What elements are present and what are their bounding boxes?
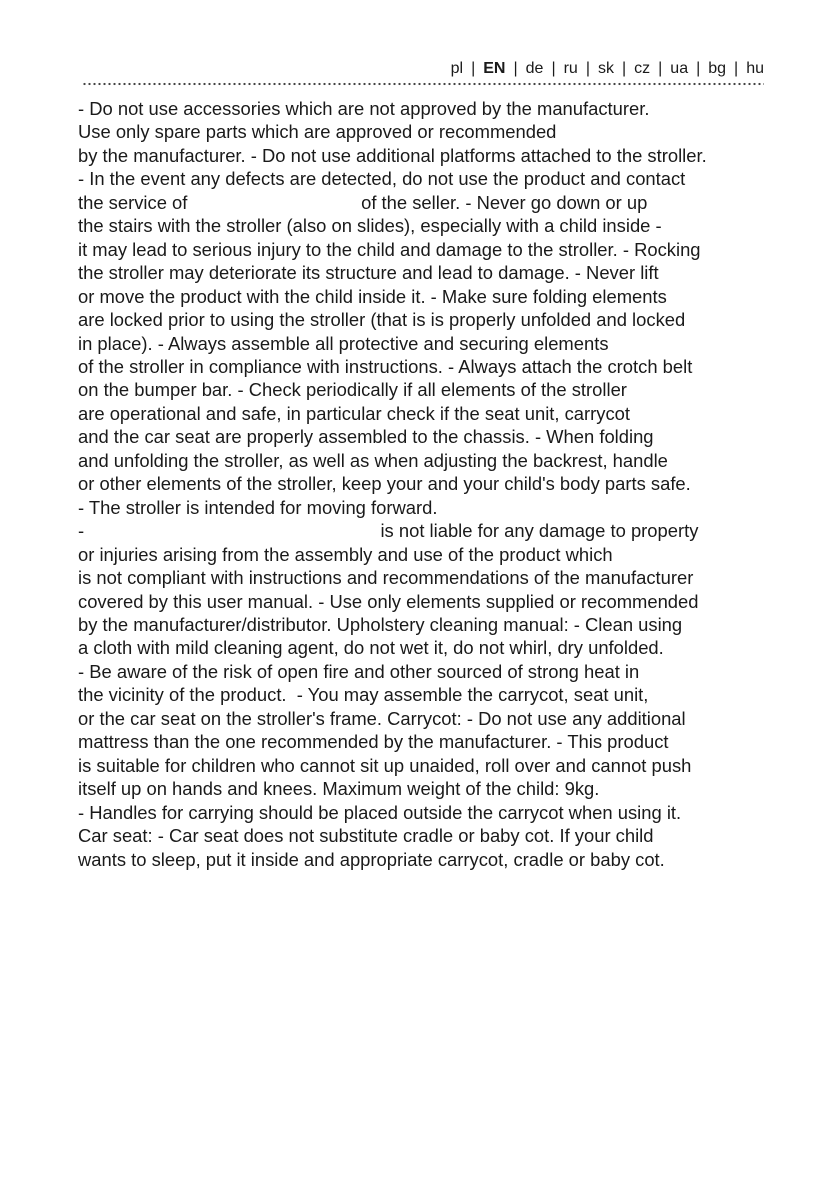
text-line: - Do not use accessories which are not approved by the manufacturer. [78,98,650,119]
text-line: or the car seat on the stroller's frame. Carrycot: - Do not use any additional [78,707,686,729]
text-line: the stroller may deteriorate its structure and lead to damage. - Never lift [78,262,659,284]
text-line: by the manufacturer/distributor. Upholstery cleaning manual: - Clean using [78,613,683,635]
text-line: covered by this user manual. - Use only elements supplied or recommended [78,590,699,612]
text-line: or injuries arising from the assembly and use of the product which [78,543,613,565]
lang-separator: | [551,60,556,77]
text-line: - The stroller is intended for moving forward. [78,496,438,518]
text-line: - Be aware of the risk of open fire and other sourced of strong heat in [78,660,640,682]
text-line: mattress than the one recommended by the manufacturer. - This product [78,731,669,753]
text-line: Car seat: - Car seat does not substitute cradle or baby cot. If your child [78,825,654,847]
text-line: is not compliant with instructions and recommendations of the manufacturer [78,567,694,589]
text-line: are locked prior to using the stroller (that is is properly unfolded and locked [78,309,686,331]
lang-separator: | [471,60,476,77]
text-line: - is not liable for any damage to property [78,520,699,542]
lang-hu[interactable]: hu [746,60,764,77]
text-line: or move the product with the child inside it. - Make sure folding elements [78,285,667,307]
text-line: the vicinity of the product. - You may assemble the carrycot, seat unit, [78,684,649,706]
lang-de[interactable]: de [525,60,544,77]
text-line: itself up on hands and knees. Maximum weight of the child: 9kg. [78,778,600,800]
lang-separator: | [513,60,518,77]
text-line: a cloth with mild cleaning agent, do not wet it, do not whirl, dry unfolded. [78,637,664,659]
lang-cz[interactable]: cz [634,60,651,77]
text-line: - Handles for carrying should be placed outside the carrycot when using it. [78,801,682,823]
text-line: the service of of the seller. - Never go down or up [78,191,648,213]
text-line: it may lead to serious injury to the child and damage to the stroller. - Rocking [78,238,701,260]
lang-separator: | [585,60,590,77]
dotted-divider [82,82,764,86]
lang-pl[interactable]: pl [450,60,464,77]
text-line: Use only spare parts which are approved or recommended [78,121,557,143]
lang-sk[interactable]: sk [597,60,614,77]
lang-ua[interactable]: ua [670,60,689,77]
text-line: the stairs with the stroller (also on slides), especially with a child inside - [78,215,662,237]
language-selector [451,60,764,78]
text-line: by the manufacturer. - Do not use additional platforms attached to the stroller. [78,144,707,166]
lang-separator: | [734,60,739,77]
text-line: are operational and safe, in particular check if the seat unit, carrycot [78,402,631,424]
text-line: wants to sleep, put it inside and appropriate carrycot, cradle or baby cot. [78,848,665,870]
lang-separator: | [696,60,701,77]
text-line: of the stroller in compliance with instructions. - Always attach the crotch belt [78,355,693,377]
text-line: in place). - Always assemble all protective and securing elements [78,332,609,354]
lang-bg[interactable]: bg [708,60,727,77]
lang-separator: | [658,60,663,77]
lang-ru[interactable]: ru [563,60,578,77]
text-line: or other elements of the stroller, keep your and your child's body parts safe. [78,473,691,495]
text-line: - In the event any defects are detected, do not use the product and contact [78,168,686,190]
text-line: and the car seat are properly assembled to the chassis. - When folding [78,426,654,448]
lang-en[interactable]: EN [483,60,506,77]
text-line: on the bumper bar. - Check periodically if all elements of the stroller [78,379,627,401]
text-line: and unfolding the stroller, as well as when adjusting the backrest, handle [78,449,668,471]
lang-separator: | [621,60,627,77]
text-line: is suitable for children who cannot sit up unaided, roll over and cannot push [78,754,692,776]
safety-instructions-text [78,97,818,871]
